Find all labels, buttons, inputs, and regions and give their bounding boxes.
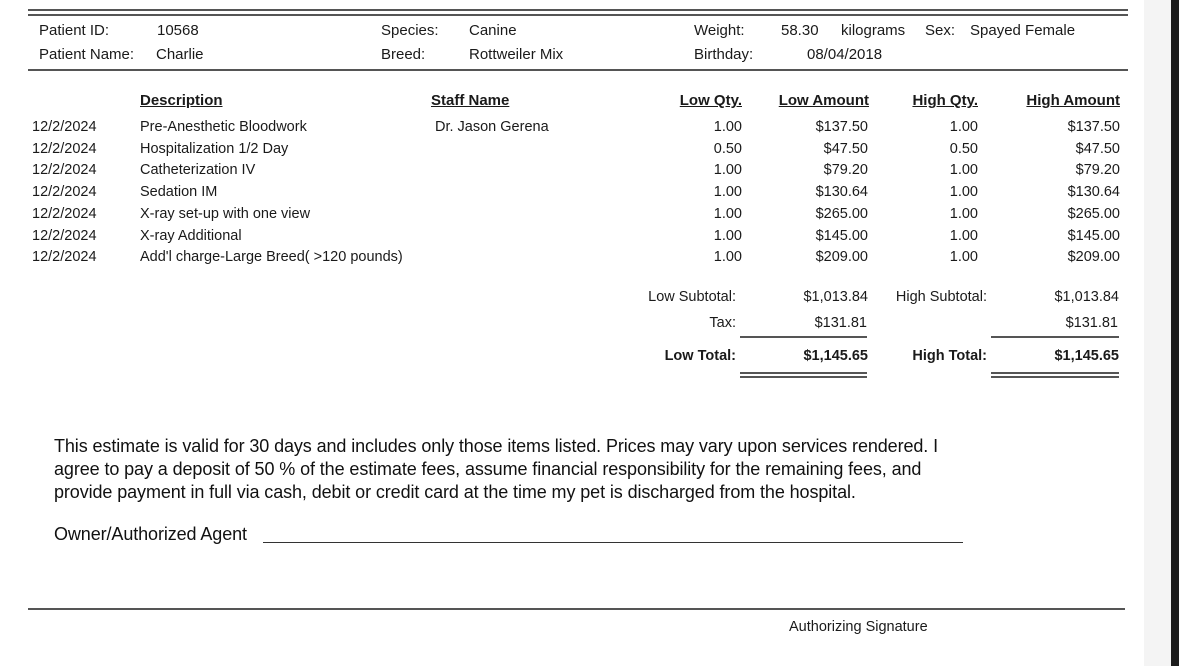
row-date: 12/2/2024 bbox=[32, 184, 97, 200]
header-staff-name: Staff Name bbox=[431, 92, 510, 109]
high-total-value: $1,145.65 bbox=[1054, 348, 1119, 364]
row-high-qty: 1.00 bbox=[949, 249, 978, 265]
breed-label: Breed: bbox=[381, 46, 426, 63]
species-value: Canine bbox=[469, 22, 517, 39]
row-date: 12/2/2024 bbox=[32, 228, 97, 244]
header-bottom-rule bbox=[28, 69, 1128, 71]
low-total-rule bbox=[740, 372, 867, 374]
row-low-qty: 1.00 bbox=[713, 206, 742, 222]
row-high-amount: $209.00 bbox=[1067, 249, 1120, 265]
low-tax-value: $131.81 bbox=[814, 315, 867, 331]
terms-line-3: provide payment in full via cash, debit or credit card at the time my pet is discharged from the hospital. bbox=[54, 482, 856, 502]
row-high-qty: 1.00 bbox=[949, 119, 978, 135]
sex-label: Sex: bbox=[925, 22, 956, 39]
top-rule bbox=[28, 9, 1128, 11]
row-date: 12/2/2024 bbox=[32, 119, 97, 135]
row-low-amount: $130.64 bbox=[815, 184, 868, 200]
terms-paragraph bbox=[54, 435, 938, 504]
row-low-qty: 1.00 bbox=[713, 162, 742, 178]
signature-rule bbox=[28, 608, 1125, 610]
top-rule-2 bbox=[28, 14, 1128, 16]
high-tax-rule bbox=[991, 336, 1119, 338]
weight-label: Weight: bbox=[694, 22, 745, 39]
patient-name-value: Charlie bbox=[156, 46, 204, 63]
terms-line-2: agree to pay a deposit of 50 % of the estimate fees, assume financial responsibility for the remaining fees, and bbox=[54, 459, 922, 479]
row-high-amount: $130.64 bbox=[1067, 184, 1120, 200]
owner-agent-label: Owner/Authorized Agent bbox=[54, 524, 247, 544]
row-high-qty: 1.00 bbox=[949, 228, 978, 244]
species-label: Species: bbox=[381, 22, 439, 39]
row-high-amount: $79.20 bbox=[1075, 162, 1120, 178]
row-low-qty: 1.00 bbox=[713, 184, 742, 200]
high-total-label: High Total: bbox=[912, 348, 987, 364]
row-low-qty: 1.00 bbox=[713, 249, 742, 265]
low-tax-rule bbox=[740, 336, 867, 338]
patient-name-label: Patient Name: bbox=[39, 46, 135, 63]
birthday-value: 08/04/2018 bbox=[807, 46, 883, 63]
low-total-value: $1,145.65 bbox=[803, 348, 868, 364]
row-high-qty: 1.00 bbox=[949, 162, 978, 178]
row-description: Pre-Anesthetic Bloodwork bbox=[140, 119, 307, 135]
high-total-rule bbox=[991, 372, 1119, 374]
row-high-amount: $47.50 bbox=[1075, 141, 1120, 157]
weight-value: 58.30 bbox=[781, 22, 819, 39]
row-low-amount: $209.00 bbox=[815, 249, 868, 265]
row-description: Catheterization IV bbox=[140, 162, 256, 178]
birthday-label: Birthday: bbox=[694, 46, 754, 63]
row-high-amount: $265.00 bbox=[1067, 206, 1120, 222]
row-high-qty: 0.50 bbox=[949, 141, 978, 157]
row-date: 12/2/2024 bbox=[32, 162, 97, 178]
high-subtotal-value: $1,013.84 bbox=[1054, 289, 1119, 305]
row-description: Add'l charge-Large Breed( >120 pounds) bbox=[140, 249, 403, 265]
terms-line-1: This estimate is valid for 30 days and includes only those items listed. Prices may vary upon services rendered. I bbox=[54, 436, 939, 456]
row-low-qty: 0.50 bbox=[713, 141, 742, 157]
viewer-edge bbox=[1171, 0, 1179, 666]
row-description: X-ray set-up with one view bbox=[140, 206, 311, 222]
authorizing-signature-label: Authorizing Signature bbox=[789, 619, 928, 635]
low-total-label: Low Total: bbox=[664, 348, 736, 364]
tax-label: Tax: bbox=[709, 315, 736, 331]
row-date: 12/2/2024 bbox=[32, 141, 97, 157]
weight-unit: kilograms bbox=[841, 22, 906, 39]
row-low-qty: 1.00 bbox=[713, 119, 742, 135]
row-low-amount: $47.50 bbox=[823, 141, 868, 157]
row-description: X-ray Additional bbox=[140, 228, 242, 244]
row-high-qty: 1.00 bbox=[949, 184, 978, 200]
header-low-qty: Low Qty. bbox=[679, 92, 742, 109]
row-date: 12/2/2024 bbox=[32, 249, 97, 265]
row-low-amount: $265.00 bbox=[815, 206, 868, 222]
low-subtotal-label: Low Subtotal: bbox=[648, 289, 736, 305]
header-high-qty: High Qty. bbox=[912, 92, 978, 109]
header-description: Description bbox=[140, 92, 223, 109]
high-total-rule-2 bbox=[991, 376, 1119, 378]
row-high-amount: $137.50 bbox=[1067, 119, 1120, 135]
row-staff: Dr. Jason Gerena bbox=[435, 119, 549, 135]
patient-id-value: 10568 bbox=[157, 22, 199, 39]
owner-signature-line[interactable] bbox=[263, 542, 963, 543]
header-low-amount: Low Amount bbox=[778, 92, 869, 109]
low-total-rule-2 bbox=[740, 376, 867, 378]
row-low-qty: 1.00 bbox=[713, 228, 742, 244]
sex-value: Spayed Female bbox=[970, 22, 1076, 39]
row-low-amount: $137.50 bbox=[815, 119, 868, 135]
viewer-gutter bbox=[1144, 0, 1171, 666]
row-high-amount: $145.00 bbox=[1067, 228, 1120, 244]
patient-id-label: Patient ID: bbox=[39, 22, 110, 39]
low-subtotal-value: $1,013.84 bbox=[803, 289, 868, 305]
row-date: 12/2/2024 bbox=[32, 206, 97, 222]
high-tax-value: $131.81 bbox=[1065, 315, 1118, 331]
high-subtotal-label: High Subtotal: bbox=[895, 289, 987, 305]
row-description: Hospitalization 1/2 Day bbox=[140, 141, 289, 157]
row-low-amount: $145.00 bbox=[815, 228, 868, 244]
breed-value: Rottweiler Mix bbox=[469, 46, 564, 63]
row-low-amount: $79.20 bbox=[823, 162, 868, 178]
row-description: Sedation IM bbox=[140, 184, 218, 200]
header-high-amount: High Amount bbox=[1026, 92, 1120, 109]
row-high-qty: 1.00 bbox=[949, 206, 978, 222]
